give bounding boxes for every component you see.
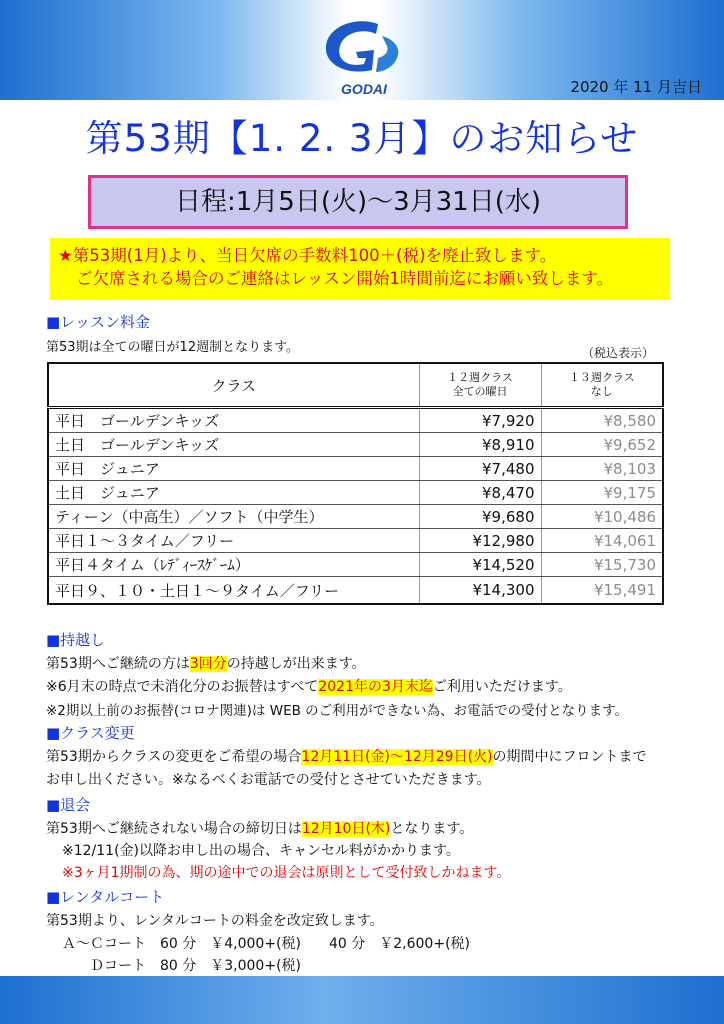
table-row [48, 433, 663, 457]
table-row [48, 408, 663, 433]
class-name: 平日１～３タイム／フリー [48, 529, 419, 553]
table-row [48, 577, 663, 605]
footer-banner [0, 976, 724, 1024]
price-13-weeks: ¥14,061 [541, 529, 663, 553]
class-name: ティーン（中高生）／ソフト（中学生） [48, 505, 419, 529]
withdrawal-deadline-highlight: 12月10日(木) [301, 821, 391, 837]
notice-box [50, 238, 670, 300]
fee-table-header [48, 363, 663, 408]
class-change-heading: ■クラス変更 [46, 724, 135, 742]
class-name: 土日 ジュニア [48, 481, 419, 505]
withdrawal-line-3: ※3ヶ月1期制の為、期の途中での退会は原則として受付致しかねます。 [62, 865, 511, 881]
price-13-weeks: ¥8,103 [541, 457, 663, 481]
carryover-line-3: ※2期以上前のお振替(コロナ関連)は WEB のご利用ができない為、お電話での受付となります。 [46, 703, 629, 719]
withdrawal-line-1-post: となります。 [390, 821, 474, 837]
col12-line2: 全ての曜日 [452, 385, 508, 398]
table-row [48, 553, 663, 577]
lesson-fees-heading: ■レッスン料金 [46, 313, 151, 331]
rental-line-2: Ａ～Ｃコート 60 分 ￥4,000+(税) 40 分 ￥2,600+(税) [62, 936, 470, 952]
schedule-box: 日程:1月5日(火)～3月31日(水) [88, 175, 628, 229]
price-12-weeks: ¥8,470 [419, 481, 541, 505]
withdrawal-line-1-pre: 第53期へご継続されない場合の締切日は [46, 821, 302, 837]
class-name: 平日 ジュニア [48, 457, 419, 481]
class-change-line-2: お申し出ください。※なるべくお電話での受付とさせていただきます。 [46, 772, 491, 788]
withdrawal-line-1 [46, 818, 473, 838]
price-13-weeks: ¥15,491 [541, 577, 663, 605]
class-change-line-1 [46, 746, 647, 766]
carryover-line-1-post: の持越しが出来ます。 [226, 656, 366, 672]
price-12-weeks: ¥9,680 [419, 505, 541, 529]
price-12-weeks: ¥14,520 [419, 553, 541, 577]
carryover-heading: ■持越し [46, 631, 106, 649]
class-change-line-1-pre: 第53期からクラスの変更をご希望の場合 [46, 749, 302, 765]
fee-table [47, 362, 664, 605]
carryover-line-1-pre: 第53期へご継続の方は [46, 656, 190, 672]
rental-line-3: Ｄコート 80 分 ￥3,000+(税) [90, 958, 301, 974]
class-change-period-highlight: 12月11日(金)～12月29日(火) [301, 749, 493, 765]
carryover-deadline-highlight: 2021年の3月末迄 [318, 679, 433, 695]
col13-line1: １３週クラス [568, 371, 635, 384]
tax-note: （税込表示） [582, 346, 655, 360]
withdrawal-heading: ■退会 [46, 796, 91, 814]
price-12-weeks: ¥12,980 [419, 529, 541, 553]
lesson-fees-description: 第53期は全ての曜日が12週制となります。 [46, 340, 300, 355]
price-13-weeks: ¥10,486 [541, 505, 663, 529]
col12-line1: １２週クラス [447, 371, 513, 384]
godai-logo [316, 14, 412, 98]
class-name: 土日 ゴールデンキッズ [48, 433, 419, 457]
class-name: 平日４タイム（ﾚﾃﾞｨｰｽｹﾞｰﾑ） [48, 553, 419, 577]
col13-line2: なし [590, 385, 613, 398]
col-header-13weeks [541, 363, 663, 408]
carryover-line-2-pre: ※6月末の時点で未消化分のお振替はすべて [46, 679, 319, 695]
col-header-class: クラス [48, 363, 419, 408]
table-row [48, 529, 663, 553]
page-title: 第53期【1. 2. 3月】のお知らせ [85, 117, 639, 160]
price-12-weeks: ¥7,920 [419, 408, 541, 433]
rental-line-1: 第53期より、レンタルコートの料金を改定致します。 [46, 913, 384, 929]
class-name: 平日９、１０・土日１～９タイム／フリー [48, 577, 419, 605]
table-row [48, 505, 663, 529]
carryover-highlight: 3回分 [189, 656, 227, 672]
issue-date: 2020 年 11 月吉日 [570, 78, 702, 96]
price-13-weeks: ¥9,175 [541, 481, 663, 505]
table-row [48, 481, 663, 505]
notice-line-2: ご欠席される場合のご連絡はレッスン開始1時間前迄にお願い致します。 [76, 269, 614, 288]
price-12-weeks: ¥14,300 [419, 577, 541, 605]
class-name: 平日 ゴールデンキッズ [48, 408, 419, 433]
rental-heading: ■レンタルコート [46, 888, 165, 906]
price-13-weeks: ¥9,652 [541, 433, 663, 457]
brand-name: GODAI [341, 81, 387, 97]
price-12-weeks: ¥7,480 [419, 457, 541, 481]
withdrawal-line-2: ※12/11(金)以降お申し出の場合、キャンセル料がかかります。 [62, 843, 460, 859]
price-13-weeks: ¥8,580 [541, 408, 663, 433]
col-header-12weeks [419, 363, 541, 408]
carryover-line-1 [46, 653, 366, 673]
price-13-weeks: ¥15,730 [541, 553, 663, 577]
carryover-line-2 [46, 676, 572, 696]
carryover-line-2-post: ご利用いただけます。 [432, 679, 572, 695]
price-12-weeks: ¥8,910 [419, 433, 541, 457]
class-change-line-1-post: の期間中にフロントまで [492, 749, 647, 765]
notice-line-1: ★第53期(1月)より、当日欠席の手数料100＋(税)を廃止致します。 [58, 246, 557, 265]
table-row [48, 457, 663, 481]
